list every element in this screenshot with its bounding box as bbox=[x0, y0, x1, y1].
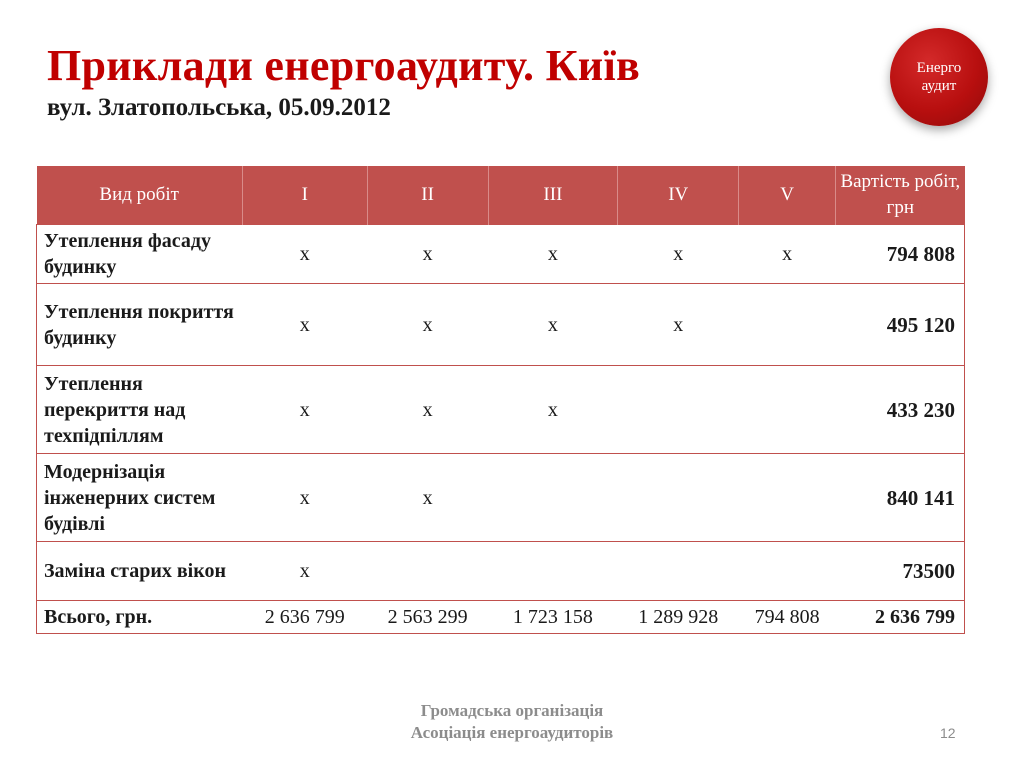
header-stage-4: IV bbox=[618, 166, 739, 225]
row-work-name: Заміна старих вікон bbox=[37, 542, 243, 601]
table-header-row bbox=[37, 166, 965, 225]
page-number: 12 bbox=[940, 725, 956, 741]
slide-title: Приклади енергоаудиту. Київ bbox=[47, 41, 641, 90]
total-value: 2 636 799 bbox=[242, 601, 367, 634]
total-value: 1 289 928 bbox=[618, 601, 739, 634]
total-value: 1 723 158 bbox=[488, 601, 618, 634]
header-stage-2: II bbox=[367, 166, 488, 225]
row-work-name: Утеплення перекриття над техпідпіллям bbox=[37, 366, 243, 454]
table-row bbox=[37, 366, 965, 454]
row-cost: 495 120 bbox=[836, 284, 965, 366]
row-mark: x bbox=[488, 225, 618, 284]
row-mark bbox=[618, 542, 739, 601]
total-value: 2 563 299 bbox=[367, 601, 488, 634]
row-work-name: Утеплення покриття будинку bbox=[37, 284, 243, 366]
header-work-type: Вид робіт bbox=[37, 166, 243, 225]
row-cost: 794 808 bbox=[836, 225, 965, 284]
row-mark bbox=[739, 542, 836, 601]
row-mark: x bbox=[242, 225, 367, 284]
table-row bbox=[37, 284, 965, 366]
row-mark: x bbox=[488, 366, 618, 454]
row-cost: 840 141 bbox=[836, 454, 965, 542]
row-mark bbox=[739, 284, 836, 366]
footer-line-2: Асоціація енергоаудиторів bbox=[410, 723, 614, 742]
logo-text-line1: Енерго bbox=[916, 60, 962, 76]
row-mark bbox=[488, 542, 618, 601]
row-mark: x bbox=[618, 284, 739, 366]
row-mark: x bbox=[242, 366, 367, 454]
row-mark: x bbox=[242, 284, 367, 366]
header-stage-1: I bbox=[242, 166, 367, 225]
table-total-row bbox=[37, 601, 965, 634]
table-row bbox=[37, 454, 965, 542]
row-mark: x bbox=[242, 542, 367, 601]
slide-subtitle: вул. Златопольська, 05.09.2012 bbox=[47, 94, 391, 121]
row-mark: x bbox=[242, 454, 367, 542]
total-label: Всього, грн. bbox=[37, 601, 243, 634]
total-value: 794 808 bbox=[739, 601, 836, 634]
row-mark bbox=[739, 366, 836, 454]
row-mark: x bbox=[367, 284, 488, 366]
row-mark bbox=[739, 454, 836, 542]
header-stage-3: III bbox=[488, 166, 618, 225]
row-mark: x bbox=[367, 225, 488, 284]
row-mark bbox=[367, 542, 488, 601]
row-cost: 73500 bbox=[836, 542, 965, 601]
footer-organization bbox=[0, 700, 1024, 744]
header-stage-5: V bbox=[739, 166, 836, 225]
footer-line-1: Громадська організація bbox=[420, 701, 604, 720]
row-mark: x bbox=[367, 366, 488, 454]
header-cost: Вартість робіт, грн bbox=[836, 166, 965, 225]
energy-audit-logo bbox=[890, 28, 988, 126]
row-mark bbox=[488, 454, 618, 542]
row-work-name: Утеплення фасаду будинку bbox=[37, 225, 243, 284]
row-cost: 433 230 bbox=[836, 366, 965, 454]
row-mark: x bbox=[739, 225, 836, 284]
row-work-name: Модернізація інженерних систем будівлі bbox=[37, 454, 243, 542]
row-mark: x bbox=[367, 454, 488, 542]
logo-text-line2: аудит bbox=[921, 78, 957, 94]
table-row bbox=[37, 542, 965, 601]
row-mark bbox=[618, 366, 739, 454]
audit-table bbox=[36, 166, 965, 634]
table-row bbox=[37, 225, 965, 284]
row-mark: x bbox=[488, 284, 618, 366]
row-mark: x bbox=[618, 225, 739, 284]
row-mark bbox=[618, 454, 739, 542]
total-cost: 2 636 799 bbox=[836, 601, 965, 634]
